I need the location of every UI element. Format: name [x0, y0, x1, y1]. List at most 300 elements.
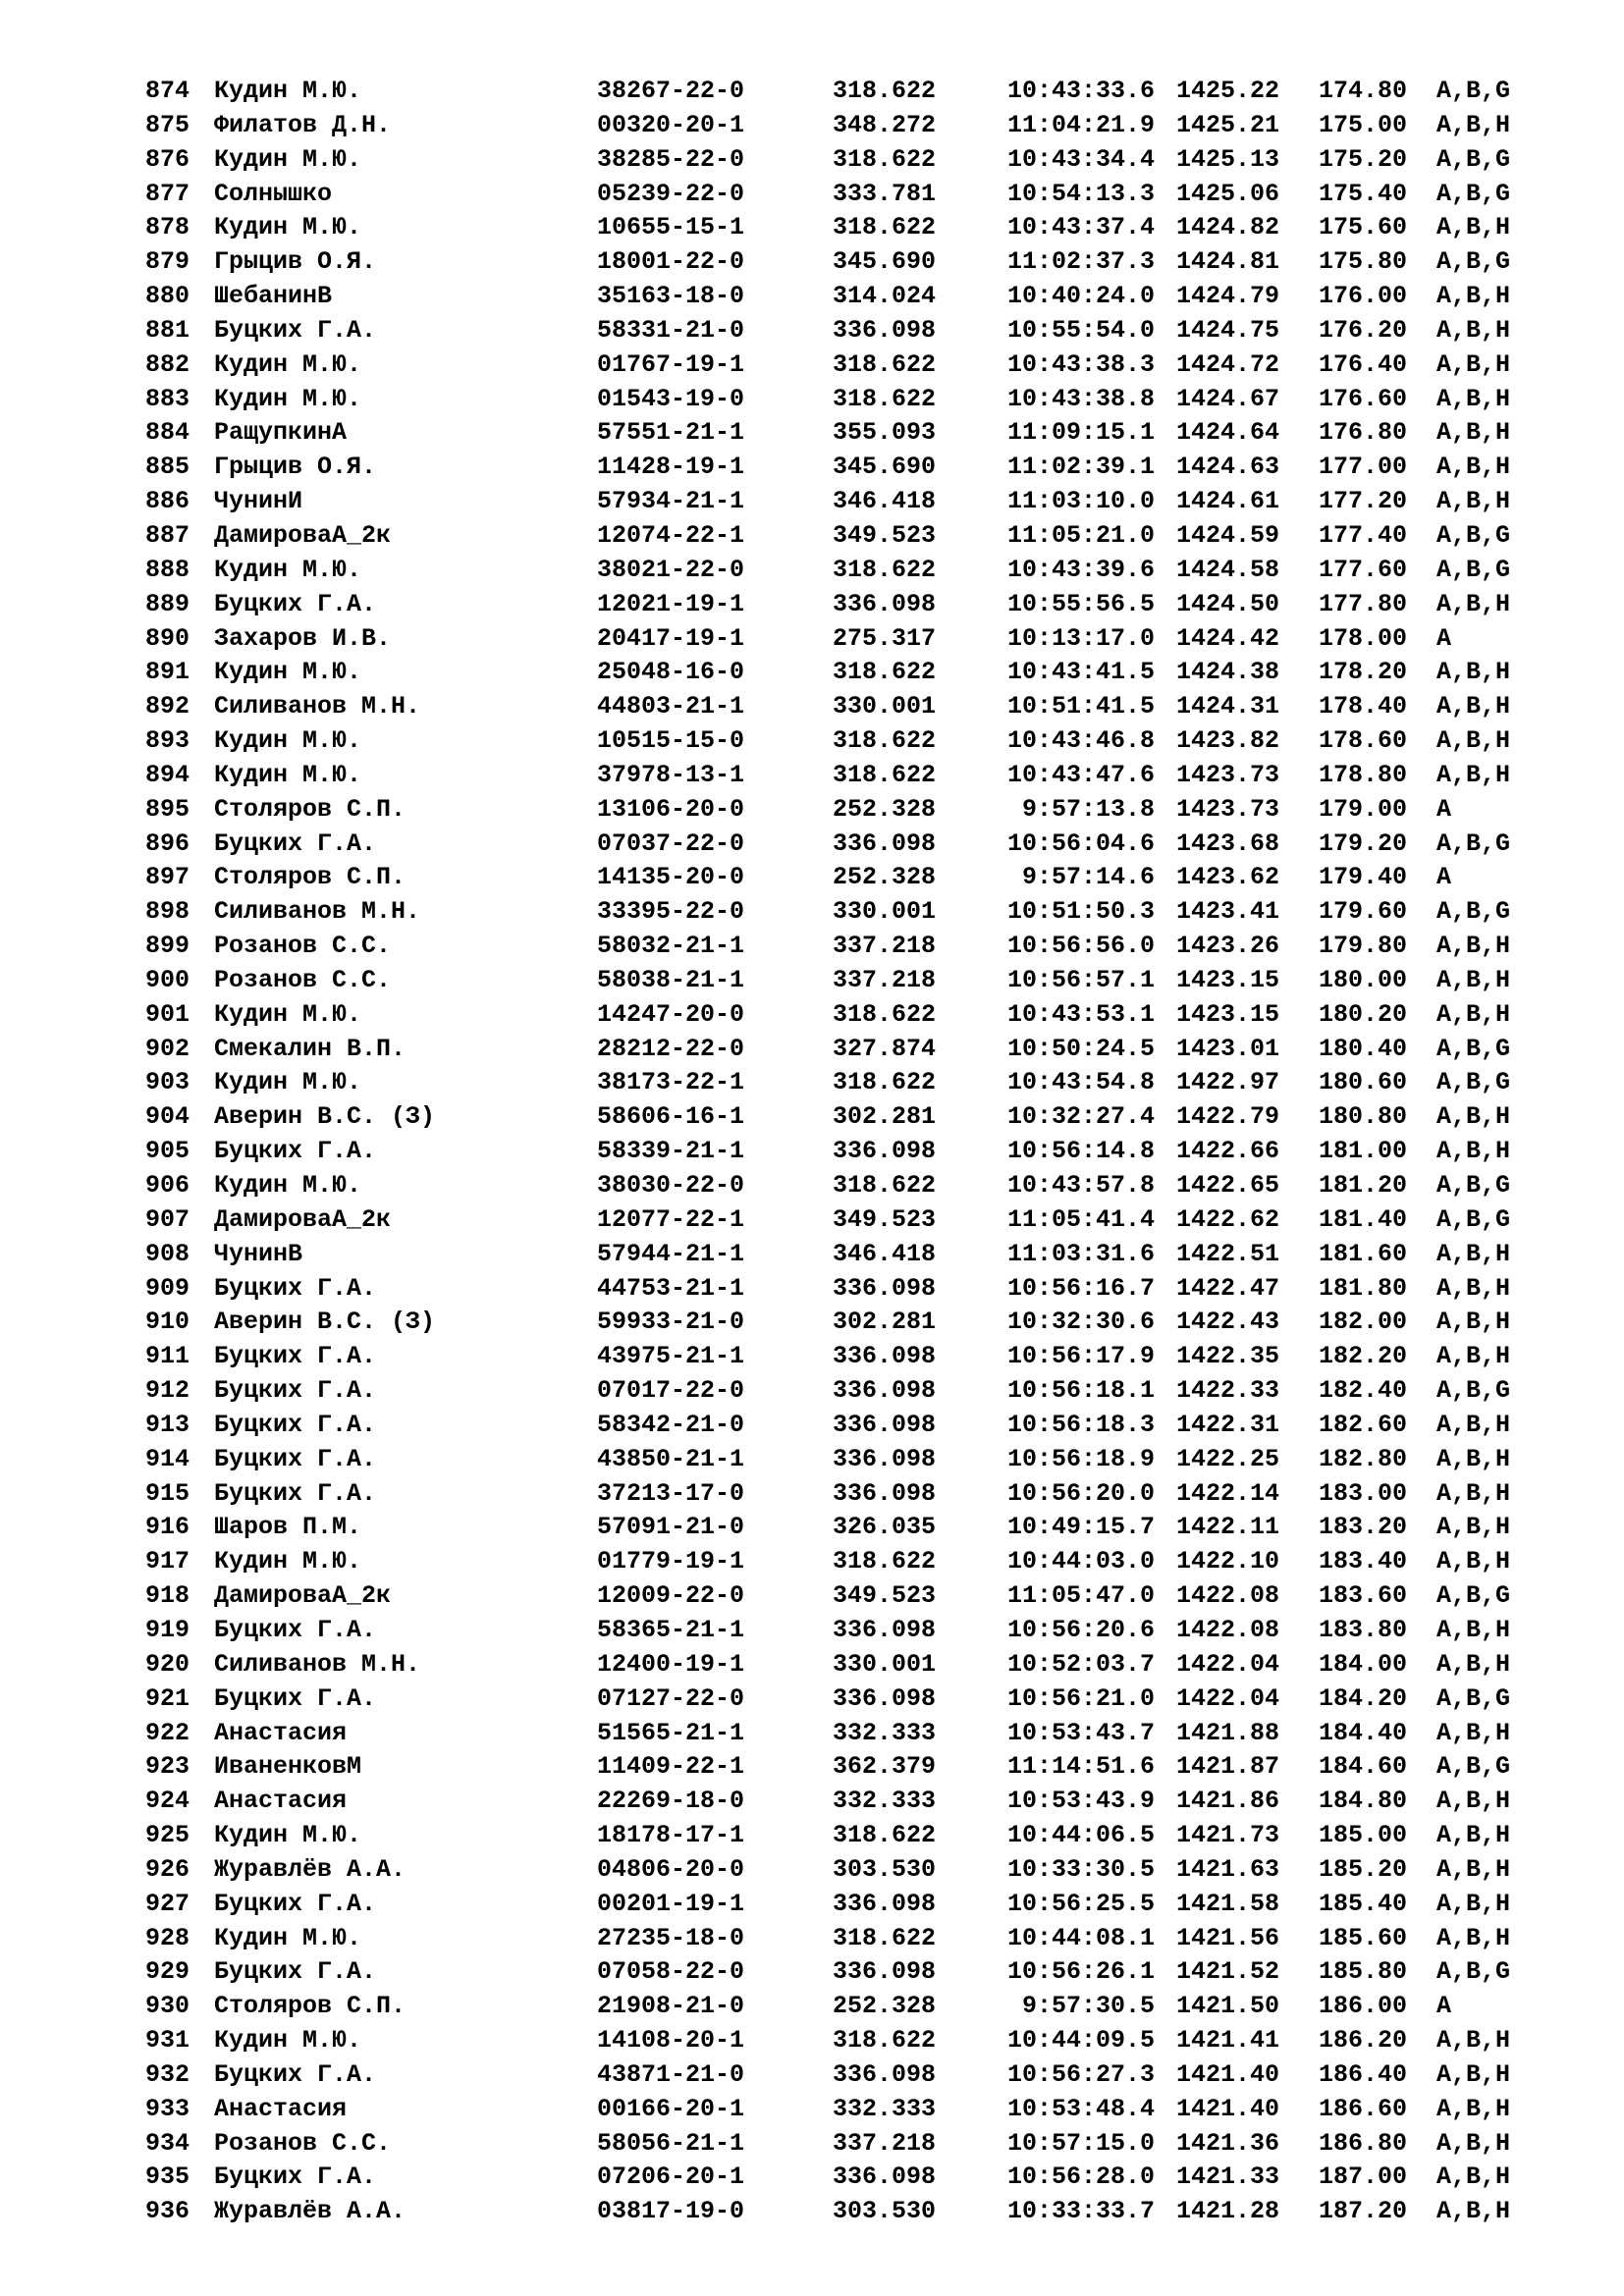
place-number: 899 [145, 932, 190, 961]
place-number: 927 [145, 1889, 190, 1918]
classes: A,B,H [1436, 1239, 1511, 1268]
distance: 336.098 [833, 589, 937, 618]
distance: 303.530 [833, 1854, 937, 1884]
participant-name: Филатов Д.Н. [214, 110, 392, 139]
ring-code: 58056-21-1 [597, 2128, 745, 2158]
points: 175.00 [1319, 110, 1408, 139]
ring-code: 43871-21-0 [597, 2059, 745, 2089]
distance: 345.690 [833, 247, 937, 277]
distance: 336.098 [833, 1444, 937, 1473]
arrival-time: 10:53:43.7 [1006, 1718, 1155, 1747]
place-number: 906 [145, 1171, 190, 1200]
place-number: 894 [145, 760, 190, 789]
place-number: 887 [145, 520, 190, 550]
table-row [0, 1340, 1624, 1374]
ring-code: 11409-22-1 [597, 1752, 745, 1782]
place-number: 884 [145, 418, 190, 448]
points: 183.20 [1319, 1513, 1408, 1542]
classes: A,B,H [1436, 726, 1511, 756]
classes: A,B,H [1436, 1615, 1511, 1644]
place-number: 919 [145, 1615, 190, 1644]
arrival-time: 11:02:39.1 [1006, 453, 1155, 482]
ring-code: 33395-22-0 [597, 897, 745, 927]
classes: A,B,G [1436, 1376, 1511, 1406]
ring-code: 37978-13-1 [597, 760, 745, 789]
distance: 330.001 [833, 897, 937, 927]
speed: 1422.33 [1176, 1376, 1280, 1406]
table-row [0, 1819, 1624, 1853]
table-row [0, 1066, 1624, 1100]
arrival-time: 10:56:17.9 [1006, 1342, 1155, 1371]
points: 178.20 [1319, 658, 1408, 687]
arrival-time: 10:53:48.4 [1006, 2094, 1155, 2123]
participant-name: Буцких Г.А. [214, 1376, 377, 1406]
classes: A [1436, 863, 1452, 892]
speed: 1421.52 [1176, 1957, 1280, 1987]
points: 180.00 [1319, 965, 1408, 994]
speed: 1423.15 [1176, 965, 1280, 994]
points: 176.60 [1319, 384, 1408, 413]
ring-code: 38267-22-0 [597, 77, 745, 105]
ring-code: 58365-21-1 [597, 1615, 745, 1644]
ring-code: 12021-19-1 [597, 589, 745, 618]
distance: 318.622 [833, 77, 937, 105]
distance: 336.098 [833, 1410, 937, 1439]
place-number: 886 [145, 487, 190, 516]
place-number: 914 [145, 1444, 190, 1473]
arrival-time: 9:57:13.8 [1021, 794, 1155, 824]
distance: 318.622 [833, 555, 937, 584]
speed: 1421.41 [1176, 2026, 1280, 2056]
points: 176.40 [1319, 349, 1408, 379]
table-row [0, 1682, 1624, 1717]
place-number: 936 [145, 2197, 190, 2226]
ring-code: 14135-20-0 [597, 863, 745, 892]
table-row [0, 690, 1624, 724]
classes: A,B,H [1436, 487, 1511, 516]
distance: 252.328 [833, 794, 937, 824]
speed: 1424.58 [1176, 555, 1280, 584]
arrival-time: 10:43:46.8 [1006, 726, 1155, 756]
speed: 1422.11 [1176, 1513, 1280, 1542]
arrival-time: 10:43:37.4 [1006, 213, 1155, 242]
points: 186.60 [1319, 2094, 1408, 2123]
table-row [0, 143, 1624, 178]
participant-name: Столяров С.П. [214, 863, 406, 892]
speed: 1422.47 [1176, 1273, 1280, 1303]
points: 181.80 [1319, 1273, 1408, 1303]
speed: 1424.31 [1176, 692, 1280, 721]
table-row [0, 1922, 1624, 1956]
speed: 1424.38 [1176, 658, 1280, 687]
arrival-time: 11:03:10.0 [1006, 487, 1155, 516]
distance: 318.622 [833, 1547, 937, 1576]
arrival-time: 11:02:37.3 [1006, 247, 1155, 277]
points: 179.20 [1319, 828, 1408, 858]
ring-code: 12074-22-1 [597, 520, 745, 550]
arrival-time: 10:43:38.3 [1006, 349, 1155, 379]
place-number: 930 [145, 1992, 190, 2021]
points: 180.60 [1319, 1068, 1408, 1097]
ring-code: 12400-19-1 [597, 1649, 745, 1679]
distance: 346.418 [833, 487, 937, 516]
speed: 1424.42 [1176, 623, 1280, 653]
table-row [0, 519, 1624, 554]
classes: A,B,H [1436, 1273, 1511, 1303]
speed: 1424.82 [1176, 213, 1280, 242]
points: 177.20 [1319, 487, 1408, 516]
place-number: 908 [145, 1239, 190, 1268]
classes: A,B,H [1436, 1821, 1511, 1850]
ring-code: 04806-20-0 [597, 1854, 745, 1884]
arrival-time: 10:50:24.5 [1006, 1034, 1155, 1063]
table-row [0, 1717, 1624, 1751]
distance: 302.281 [833, 1308, 937, 1337]
ring-code: 14247-20-0 [597, 999, 745, 1029]
arrival-time: 10:56:20.6 [1006, 1615, 1155, 1644]
participant-name: Кудин М.Ю. [214, 1821, 362, 1850]
participant-name: Журавлёв А.А. [214, 2197, 406, 2226]
points: 185.00 [1319, 1821, 1408, 1850]
table-row [0, 1750, 1624, 1785]
distance: 349.523 [833, 520, 937, 550]
place-number: 879 [145, 247, 190, 277]
table-row [0, 1511, 1624, 1545]
speed: 1422.66 [1176, 1137, 1280, 1166]
points: 186.40 [1319, 2059, 1408, 2089]
ring-code: 58339-21-1 [597, 1137, 745, 1166]
ring-code: 01543-19-0 [597, 384, 745, 413]
participant-name: Буцких Г.А. [214, 1889, 377, 1918]
distance: 326.035 [833, 1513, 937, 1542]
ring-code: 18178-17-1 [597, 1821, 745, 1850]
classes: A,B,H [1436, 589, 1511, 618]
ring-code: 57934-21-1 [597, 487, 745, 516]
place-number: 926 [145, 1854, 190, 1884]
participant-name: Буцких Г.А. [214, 1444, 377, 1473]
distance: 336.098 [833, 1683, 937, 1713]
points: 178.40 [1319, 692, 1408, 721]
table-row [0, 759, 1624, 793]
distance: 336.098 [833, 1478, 937, 1508]
points: 177.40 [1319, 520, 1408, 550]
participant-name: Буцких Г.А. [214, 315, 377, 345]
table-row [0, 588, 1624, 622]
points: 185.60 [1319, 1923, 1408, 1952]
place-number: 916 [145, 1513, 190, 1542]
ring-code: 12077-22-1 [597, 1204, 745, 1234]
table-row [0, 416, 1624, 451]
ring-code: 00320-20-1 [597, 110, 745, 139]
table-row [0, 75, 1624, 109]
arrival-time: 10:55:56.5 [1006, 589, 1155, 618]
points: 180.20 [1319, 999, 1408, 1029]
distance: 349.523 [833, 1581, 937, 1611]
place-number: 895 [145, 794, 190, 824]
speed: 1423.41 [1176, 897, 1280, 927]
arrival-time: 11:14:51.6 [1006, 1752, 1155, 1782]
place-number: 922 [145, 1718, 190, 1747]
arrival-time: 10:56:57.1 [1006, 965, 1155, 994]
ring-code: 58606-16-1 [597, 1102, 745, 1132]
classes: A,B,H [1436, 418, 1511, 448]
distance: 318.622 [833, 349, 937, 379]
table-row [0, 1443, 1624, 1477]
place-number: 928 [145, 1923, 190, 1952]
speed: 1423.15 [1176, 999, 1280, 1029]
speed: 1423.68 [1176, 828, 1280, 858]
place-number: 909 [145, 1273, 190, 1303]
place-number: 905 [145, 1137, 190, 1166]
participant-name: Силиванов М.Н. [214, 692, 421, 721]
place-number: 891 [145, 658, 190, 687]
speed: 1424.64 [1176, 418, 1280, 448]
table-row [0, 348, 1624, 383]
ring-code: 00166-20-1 [597, 2094, 745, 2123]
table-row [0, 998, 1624, 1033]
classes: A,B,H [1436, 1308, 1511, 1337]
speed: 1421.40 [1176, 2094, 1280, 2123]
table-row [0, 1785, 1624, 1819]
ring-code: 14108-20-1 [597, 2026, 745, 2056]
points: 185.80 [1319, 1957, 1408, 1987]
participant-name: Буцких Г.А. [214, 1342, 377, 1371]
participant-name: Буцких Г.А. [214, 2059, 377, 2089]
points: 185.40 [1319, 1889, 1408, 1918]
participant-name: Аверин В.С. (З) [214, 1102, 436, 1132]
ring-code: 01767-19-1 [597, 349, 745, 379]
ring-code: 38285-22-0 [597, 144, 745, 174]
arrival-time: 10:56:18.3 [1006, 1410, 1155, 1439]
distance: 362.379 [833, 1752, 937, 1782]
ring-code: 07017-22-0 [597, 1376, 745, 1406]
place-number: 912 [145, 1376, 190, 1406]
table-row [0, 1990, 1624, 2024]
points: 175.80 [1319, 247, 1408, 277]
ring-code: 01779-19-1 [597, 1547, 745, 1576]
arrival-time: 10:44:08.1 [1006, 1923, 1155, 1952]
participant-name: Буцких Г.А. [214, 828, 377, 858]
classes: A,B,H [1436, 1547, 1511, 1576]
speed: 1424.50 [1176, 589, 1280, 618]
arrival-time: 10:56:21.0 [1006, 1683, 1155, 1713]
ring-code: 58331-21-0 [597, 315, 745, 345]
table-row [0, 245, 1624, 280]
classes: A,B,H [1436, 1444, 1511, 1473]
speed: 1424.61 [1176, 487, 1280, 516]
ring-code: 03817-19-0 [597, 2197, 745, 2226]
classes: A,B,H [1436, 1718, 1511, 1747]
participant-name: Буцких Г.А. [214, 1683, 377, 1713]
classes: A,B,H [1436, 1787, 1511, 1816]
classes: A,B,G [1436, 897, 1511, 927]
classes: A,B,G [1436, 1204, 1511, 1234]
classes: A,B,H [1436, 932, 1511, 961]
place-number: 890 [145, 623, 190, 653]
points: 181.00 [1319, 1137, 1408, 1166]
speed: 1424.59 [1176, 520, 1280, 550]
arrival-time: 11:05:21.0 [1006, 520, 1155, 550]
place-number: 931 [145, 2026, 190, 2056]
distance: 252.328 [833, 863, 937, 892]
place-number: 900 [145, 965, 190, 994]
participant-name: Кудин М.Ю. [214, 1923, 362, 1952]
participant-name: Смекалин В.П. [214, 1034, 406, 1063]
participant-name: Кудин М.Ю. [214, 760, 362, 789]
points: 187.00 [1319, 2163, 1408, 2192]
participant-name: Столяров С.П. [214, 1992, 406, 2021]
table-row [0, 793, 1624, 828]
participant-name: Буцких Г.А. [214, 1957, 377, 1987]
points: 179.40 [1319, 863, 1408, 892]
points: 179.60 [1319, 897, 1408, 927]
arrival-time: 11:05:47.0 [1006, 1581, 1155, 1611]
points: 182.40 [1319, 1376, 1408, 1406]
place-number: 917 [145, 1547, 190, 1576]
arrival-time: 10:33:33.7 [1006, 2197, 1155, 2226]
place-number: 885 [145, 453, 190, 482]
arrival-time: 10:43:38.8 [1006, 384, 1155, 413]
ring-code: 51565-21-1 [597, 1718, 745, 1747]
classes: A,B,H [1436, 1889, 1511, 1918]
table-row [0, 1135, 1624, 1169]
ring-code: 38173-22-1 [597, 1068, 745, 1097]
arrival-time: 10:55:54.0 [1006, 315, 1155, 345]
distance: 303.530 [833, 2197, 937, 2226]
participant-name: Кудин М.Ю. [214, 349, 362, 379]
classes: A,B,G [1436, 1171, 1511, 1200]
table-row [0, 861, 1624, 895]
ring-code: 37213-17-0 [597, 1478, 745, 1508]
place-number: 933 [145, 2094, 190, 2123]
table-row [0, 964, 1624, 998]
ring-code: 10655-15-1 [597, 213, 745, 242]
distance: 330.001 [833, 692, 937, 721]
participant-name: Силиванов М.Н. [214, 897, 421, 927]
place-number: 925 [145, 1821, 190, 1850]
place-number: 880 [145, 282, 190, 311]
distance: 318.622 [833, 999, 937, 1029]
arrival-time: 10:13:17.0 [1006, 623, 1155, 653]
participant-name: Кудин М.Ю. [214, 658, 362, 687]
ring-code: 58342-21-0 [597, 1410, 745, 1439]
arrival-time: 10:56:04.6 [1006, 828, 1155, 858]
ring-code: 00201-19-1 [597, 1889, 745, 1918]
place-number: 904 [145, 1102, 190, 1132]
table-row [0, 1306, 1624, 1340]
table-row [0, 280, 1624, 314]
distance: 345.690 [833, 453, 937, 482]
participant-name: Грыцив О.Я. [214, 247, 377, 277]
speed: 1421.28 [1176, 2197, 1280, 2226]
speed: 1424.67 [1176, 384, 1280, 413]
place-number: 921 [145, 1683, 190, 1713]
speed: 1421.86 [1176, 1787, 1280, 1816]
speed: 1421.58 [1176, 1889, 1280, 1918]
arrival-time: 10:56:26.1 [1006, 1957, 1155, 1987]
speed: 1425.13 [1176, 144, 1280, 174]
distance: 336.098 [833, 828, 937, 858]
points: 175.60 [1319, 213, 1408, 242]
points: 186.80 [1319, 2128, 1408, 2158]
points: 178.60 [1319, 726, 1408, 756]
place-number: 929 [145, 1957, 190, 1987]
distance: 337.218 [833, 932, 937, 961]
classes: A,B,H [1436, 2059, 1511, 2089]
classes: A,B,G [1436, 828, 1511, 858]
points: 178.00 [1319, 623, 1408, 653]
ring-code: 44803-21-1 [597, 692, 745, 721]
points: 175.20 [1319, 144, 1408, 174]
arrival-time: 10:56:18.1 [1006, 1376, 1155, 1406]
arrival-time: 10:56:14.8 [1006, 1137, 1155, 1166]
table-row [0, 1614, 1624, 1648]
points: 174.80 [1319, 77, 1408, 105]
participant-name: Кудин М.Ю. [214, 213, 362, 242]
participant-name: Солнышко [214, 179, 333, 208]
participant-name: Кудин М.Ю. [214, 1068, 362, 1097]
classes: A,B,H [1436, 1137, 1511, 1166]
arrival-time: 10:32:27.4 [1006, 1102, 1155, 1132]
table-row [0, 178, 1624, 212]
classes: A,B,G [1436, 1683, 1511, 1713]
place-number: 920 [145, 1649, 190, 1679]
classes: A,B,G [1436, 1957, 1511, 1987]
points: 176.80 [1319, 418, 1408, 448]
arrival-time: 10:56:25.5 [1006, 1889, 1155, 1918]
distance: 332.333 [833, 2094, 937, 2123]
table-row [0, 1374, 1624, 1409]
distance: 346.418 [833, 1239, 937, 1268]
arrival-time: 10:56:16.7 [1006, 1273, 1155, 1303]
place-number: 874 [145, 77, 190, 105]
distance: 318.622 [833, 1068, 937, 1097]
participant-name: Кудин М.Ю. [214, 384, 362, 413]
arrival-time: 10:40:24.0 [1006, 282, 1155, 311]
speed: 1423.26 [1176, 932, 1280, 961]
points: 182.60 [1319, 1410, 1408, 1439]
distance: 318.622 [833, 726, 937, 756]
distance: 348.272 [833, 110, 937, 139]
classes: A,B,H [1436, 349, 1511, 379]
ring-code: 13106-20-0 [597, 794, 745, 824]
distance: 336.098 [833, 1615, 937, 1644]
classes: A,B,G [1436, 144, 1511, 174]
speed: 1421.36 [1176, 2128, 1280, 2158]
table-row [0, 895, 1624, 930]
arrival-time: 10:43:33.6 [1006, 77, 1155, 105]
ring-code: 12009-22-0 [597, 1581, 745, 1611]
place-number: 911 [145, 1342, 190, 1371]
distance: 327.874 [833, 1034, 937, 1063]
arrival-time: 10:43:34.4 [1006, 144, 1155, 174]
table-row [0, 1579, 1624, 1614]
distance: 318.622 [833, 213, 937, 242]
place-number: 901 [145, 999, 190, 1029]
classes: A,B,H [1436, 1854, 1511, 1884]
ring-code: 58032-21-1 [597, 932, 745, 961]
participant-name: ШебанинВ [214, 282, 333, 311]
participant-name: Кудин М.Ю. [214, 555, 362, 584]
distance: 318.622 [833, 144, 937, 174]
participant-name: Кудин М.Ю. [214, 726, 362, 756]
points: 183.00 [1319, 1478, 1408, 1508]
speed: 1421.33 [1176, 2163, 1280, 2192]
place-number: 918 [145, 1581, 190, 1611]
speed: 1421.56 [1176, 1923, 1280, 1952]
table-row [0, 383, 1624, 417]
table-row [0, 1477, 1624, 1512]
